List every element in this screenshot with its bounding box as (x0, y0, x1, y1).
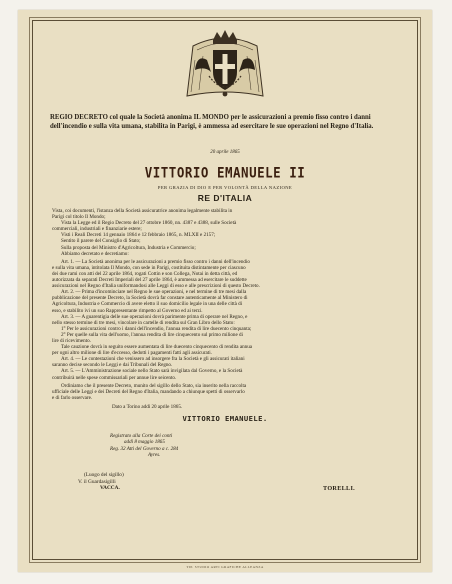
text-line: Abbiamo decretato e decretiamo: (61, 250, 129, 257)
text-line: Art. 4. — Le contestazioni che venissero ad insorgere fra la Società e gli assicurati italiani (61, 356, 245, 363)
text-line: per ogni altro milione di lire d'eccesso, dedotti i pagamenti fatti agli assicurati. (52, 350, 212, 357)
document-sheet (18, 10, 432, 572)
text-line: Agricoltura, Industria e Commercio di avere eletto il suo domicilio legale in una delle città di (52, 301, 243, 308)
decree-date: 20 aprile 1865 (210, 150, 240, 155)
text-line: ufficiale delle Leggi e dei Decreti del Regno d'Italia, mandando a chiunque spetti di osservarlo (52, 388, 245, 395)
decree-title: REGIO DECRETO col quale la Società anonima IL MONDO per le assicurazioni a premio fisso contro i danni dell'incendio e sulla vita umana, stabilita in Parigi, è ammessa ad esercitare le sue operazioni nel Regno d'Italia. (50, 114, 374, 130)
text-line: e di farlo osservare. (52, 394, 93, 401)
text-line: VACCA. (100, 485, 120, 492)
text-line: Sulla proposta del Ministro d'Agricoltura, Industria e Commercio; (61, 244, 196, 251)
by-grace-of-god-line: PER GRAZIA DI DIO E PER VOLONTÀ DELLA NAZIONE (157, 185, 293, 190)
text-line: e sulla vita umana, intitolata Il Mondo, con sede in Parigi, costituita distintamente per ciascuno (52, 264, 246, 271)
text-line: 2° Per quelle sulla vita dell'uomo, l'annua rendita di lire cinquecento sul primo milione di (61, 331, 243, 338)
text-line: Sentito il parere del Consiglio di Stato; (61, 238, 141, 245)
text-line: Dato a Torino addì 20 aprile 1865. (112, 403, 183, 410)
text-line: Art. 3. — A guarentigia delle sue operazioni dovrà parimente prima di operare nel Regno, e (61, 313, 248, 320)
king-name: VITTORIO EMANUELE II (144, 163, 306, 182)
text-line: Art. 2. — Prima d'incominciare nel Regno le sue operazioni, e nel termine di tre mesi dalla (61, 289, 247, 296)
text-line: Reg. 32 Atti del Governo a c. 284 (110, 445, 179, 452)
text-line: (Luogo del sigillo) (84, 472, 124, 478)
text-line: Vista, coi documenti, l'istanza della Società assicuratrice anonima legalmente stabilita in (52, 208, 233, 214)
text-line: Art. 5. — L'Amministrazione sociale nello Stato sarà invigilata dal Governo, e la Società (61, 368, 243, 375)
text-line: esso, e stabilito ivi un suo Rappresentante rimpetto al Governo ed ai terzi. (52, 307, 203, 314)
countersignature: TORELLI. (323, 485, 356, 492)
text-line: lire di ricevimento. (52, 337, 91, 344)
text-line: addì 8 maggio 1865 (124, 439, 165, 446)
text-line: Parigi col titolo Il Mondo; (52, 214, 106, 221)
text-line: contribuirà nelle spese commissariali per annue lire seicento. (52, 374, 177, 381)
text-line: nello stesso termine di tre mesi, vincolare in cartelle di rendita sul Gran Libro dello Stato: (52, 319, 235, 326)
text-line: Visti i Reali Decreti 14 gennaio 1864 e 12 febbraio 1865, n. MLXII e 2157; (61, 232, 216, 239)
text-line: V. il Guardasigilli (78, 478, 116, 485)
text-line: autorizzata da separati Decreti Imperiali del 27 aprile 1864, è ammessa ad esercitare le suddette (52, 277, 247, 284)
decree-body (52, 208, 404, 410)
seal-and-guardasigilli (78, 472, 124, 492)
registration-note (110, 433, 178, 459)
text-line: Vista la Legge ed il Regio Decreto del 27 ottobre 1860, nn. 4387 e 4388, sulle Società (61, 220, 237, 227)
text-line: Ordiniamo che il presente Decreto, munito del sigillo dello Stato, sia inserito nella raccolta (61, 382, 247, 389)
text-line: 1° Per le assicurazioni contro i danni dell'incendio, l'annua rendita di lire duecento cinquanta; (61, 325, 252, 332)
text-line: assicurazioni nel Regno d'Italia uniformandosi alle Leggi di esso e alle prescrizioni di questo Decreto. (52, 283, 260, 290)
text-line: Art. 1. — La Società anonima per le assicurazioni a premio fisso contro i danni dell'incendio (61, 258, 250, 265)
king-signature: VITTORIO EMANUELE. (182, 414, 268, 423)
text-line: Tale cauzione dovrà in seguito essere aumentata di lire duecento cinquecento di rendita annua (61, 344, 253, 351)
text-line: saranno decise secondo le Leggi e dai Tribunali del Regno. (52, 362, 173, 369)
text-line: Registrato alla Corte dei conti (110, 433, 173, 439)
savoy-coat-of-arms-icon (183, 26, 267, 104)
text-line: commerciali, industriali e finanziarie estere; (52, 226, 142, 233)
text-line: Ayres. (148, 452, 161, 459)
re-d-italia-heading: RE D'ITALIA (197, 193, 253, 203)
text-line: dei due rami con atti del 22 aprile 1864, rogati Cottin e son Collega, Notai in detta città, ed (52, 270, 238, 277)
printer-footer: TIP. STUDIO ARTI GRAFICHE ALLEANZA (186, 565, 264, 569)
text-line: pubblicazione del presente Decreto, la Società dovrà far constare autenticamente al Ministero di (52, 295, 248, 302)
